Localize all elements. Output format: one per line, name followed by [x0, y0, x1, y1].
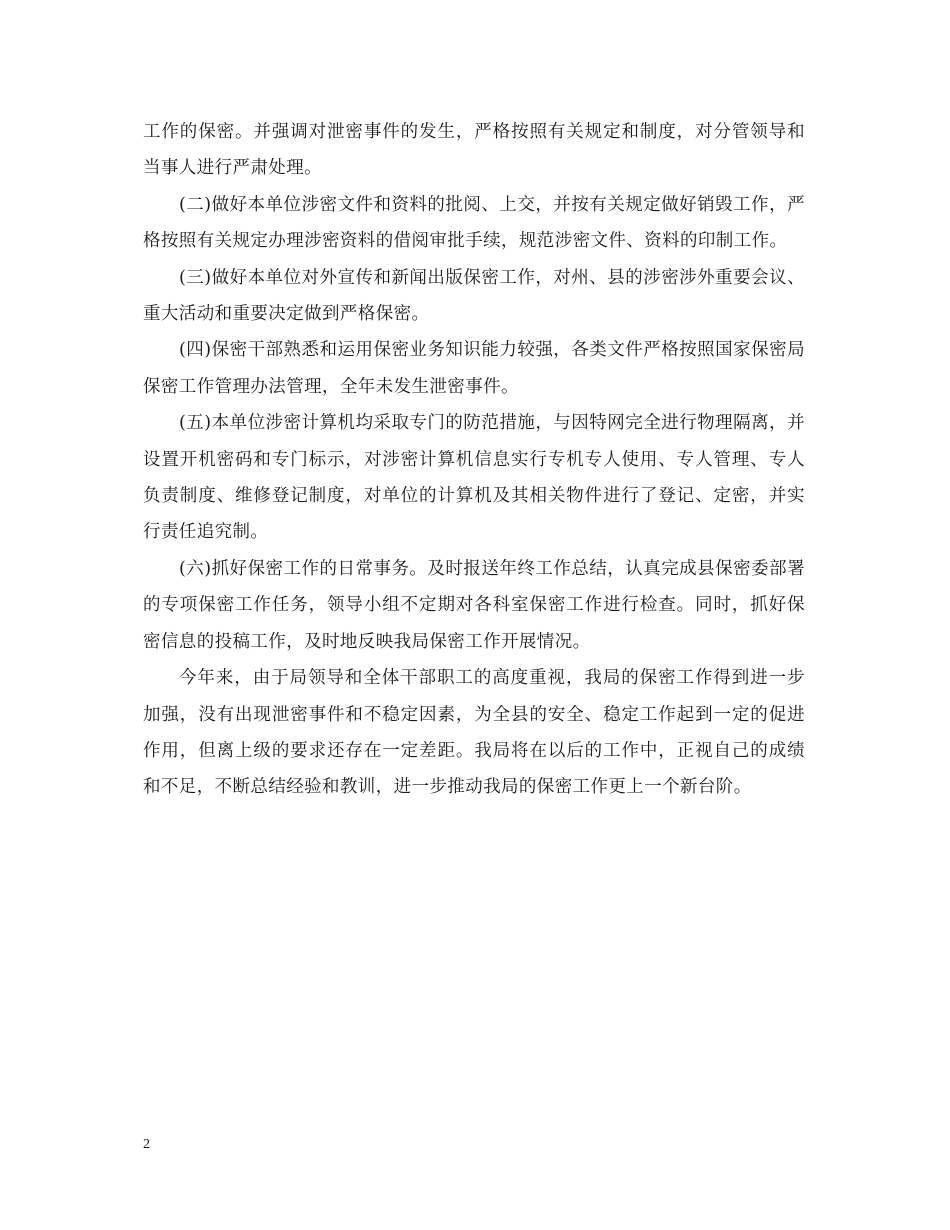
paragraph-item-2: (二)做好本单位涉密文件和资料的批阅、上交，并按有关规定做好销毁工作，严格按照有关规定办理涉密资料的借阅审批手续，规范涉密文件、资料的印制工作。 [143, 194, 805, 252]
paragraph-item-3: (三)做好本单位对外宣传和新闻出版保密工作，对州、县的涉密涉外重要会议、重大活动和重要决定做到严格保密。 [143, 267, 805, 325]
paragraph-item-5: (五)本单位涉密计算机均采取专门的防范措施，与因特网完全进行物理隔离，并设置开机密码和专门标示，对涉密计算机信息实行专机专人使用、专人管理、专人负责制度、维修登记制度，对单位的计算机及其相关物件进行了登记、定密，并实行责任追究制。 [143, 413, 805, 543]
paragraph-item-6: (六)抓好保密工作的日常事务。及时报送年终工作总结，认真完成县保密委部署的专项保密工作任务，领导小组不定期对各科室保密工作进行检查。同时，抓好保密信息的投稿工作，及时地反映我局保密工作开展情况。 [143, 558, 805, 652]
document-body [143, 114, 805, 806]
page-number: 2 [143, 1137, 150, 1152]
paragraph-item-4: (四)保密干部熟悉和运用保密业务知识能力较强，各类文件严格按照国家保密局保密工作管理办法管理，全年未发生泄密事件。 [143, 340, 805, 397]
paragraph-continuation: 工作的保密。并强调对泄密事件的发生，严格按照有关规定和制度，对分管领导和当事人进行严肃处理。 [143, 122, 805, 179]
paragraph-conclusion: 今年来，由于局领导和全体干部职工的高度重视，我局的保密工作得到进一步加强，没有出现泄密事件和不稳定因素，为全县的安全、稳定工作起到一定的促进作用，但离上级的要求还存在一定差距。我局将在以后的工作中，正视自己的成绩和不足，不断总结经验和教训，进一步推动我局的保密工作更上一个新台阶。 [143, 668, 805, 798]
